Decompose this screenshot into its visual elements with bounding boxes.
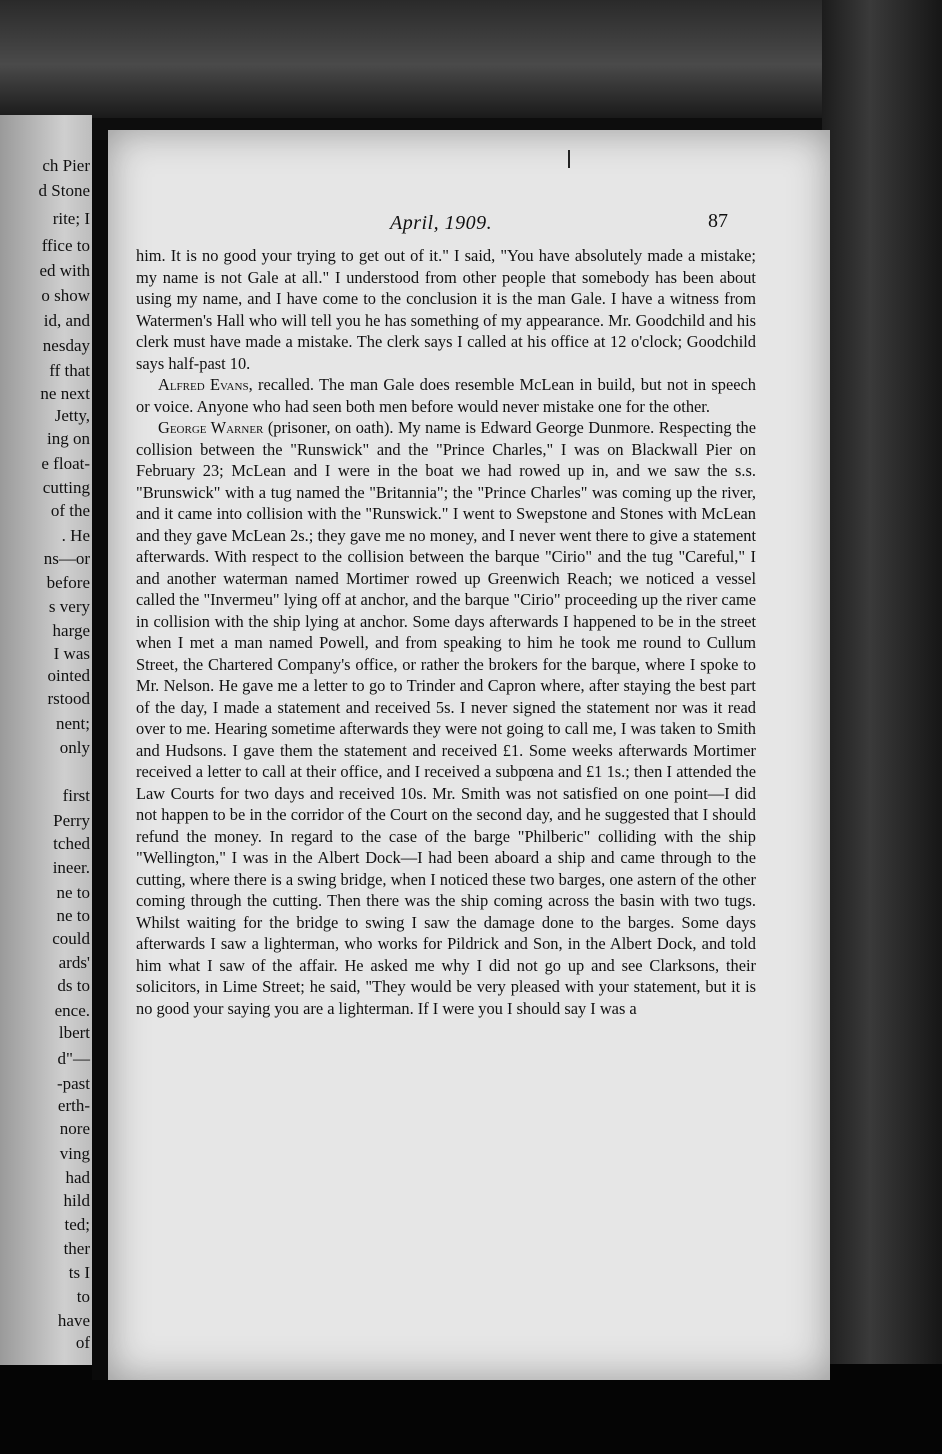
- facing-page-text: nore: [59, 1119, 90, 1138]
- facing-page-text: ving: [59, 1144, 90, 1163]
- paragraph-text: (prisoner, on oath). My name is Edward George Dunmore. Respecting the collision between the "Runswick" and the "Prince Charles," I was on Blackwall Pier on February 23; McLean and I were in the boat we had rowed up in, and we saw the s.s. "Brunswick" with a tug named the "Britannia"; the "Prince Charles" was coming up the river, and it came into collision with the "Runswick." I went to Swepstone and Stones with McLean and they gave McLean 2s.; they gave me no money, and I never went there to give a statement afterwards. With respect to the collision between the barque "Cirio" and the tug "Careful," I and another waterman named Mortimer rowed up Greenwich Reach; we noticed a vessel called the "Invermeu" lying off at anchor, and the barque "Cirio" proceeding up the river came in collision with the ship lying at anchor. Some days afterwards I happened to be in the street when I met a man named Powell, and from speaking to him he took me round to Cullum Street, the Chartered Company's office, or rather the brokers for the barque, where I spoke to Mr. Nelson. He gave me a letter to go to Trinder and Capron where, after staying the best part of the day, I made a statement and received 5s. I never signed the statement nor was it read over to me. Hearing sometime afterwards they were not going to call me, I was taken to Smith and Hudsons. I gave them the statement and received £1. Some weeks afterwards Mortimer received a letter to call at their office, and I received a subpœna and £1 1s.; then I attended the Law Courts for two days and received 10s. Mr. Smith was not satisfied on one point—I did not happen to be in the corridor of the Court on the second day, and he suggested that I should refund the money. In regard to the case of the barge "Philberic" colliding with the ship "Wellington," I was in the Albert Dock—I had been aboard a ship and came through to the cutting, where there is a swing bridge, when I noticed these two barges, one astern of the other coming through the cutting. Then there was the ship coming across the basin with two tugs. Whilst waiting for the bridge to swing I saw the damage done to the barges. Some days afterwards I saw a lighterman, who works for Pildrick and Son, in the Albert Dock, and told him what I saw of the affair. He asked me why I did not go up and see Clarksons, their solicitors, in Lime Street; he said, "They would be very pleased with your statement, but it is no good your saying you are a lighterman. If I were you I should say I was a: [136, 418, 756, 1018]
- running-header: [108, 212, 830, 242]
- facing-page-text: Jetty,: [54, 406, 90, 425]
- facing-page-text: ted;: [64, 1215, 90, 1234]
- speaker-name: George Warner: [158, 418, 264, 437]
- facing-page-text: -past: [56, 1074, 90, 1093]
- facing-page-text: id, and: [43, 311, 90, 330]
- facing-page-text: . He: [61, 526, 90, 545]
- facing-page-text: could: [52, 929, 90, 948]
- paragraph: [136, 245, 756, 374]
- facing-page-text: rstood: [47, 689, 90, 708]
- facing-page-text: ther: [63, 1239, 90, 1258]
- facing-page-text: ne to: [56, 883, 90, 902]
- paragraph-text: , recalled. The man Gale does resemble McLean in build, but not in speech or voice. Anyone who had seen both men before would never mistake one for the other.: [136, 375, 756, 416]
- facing-page-text: ointed: [47, 666, 90, 685]
- facing-page-text: I was: [53, 644, 90, 663]
- facing-page-text: ing on: [47, 429, 90, 448]
- facing-page-text: have: [57, 1311, 90, 1330]
- facing-page-text: d Stone: [38, 181, 90, 200]
- facing-page-text: ts I: [68, 1263, 90, 1282]
- facing-page-text: nesday: [42, 336, 90, 355]
- page-body: [136, 245, 756, 1019]
- facing-page-text: ffice to: [41, 236, 90, 255]
- facing-page-text: ards': [58, 953, 90, 972]
- speaker-name: Alfred Evans: [158, 375, 249, 394]
- facing-page-text: d"—: [57, 1049, 90, 1068]
- facing-page-text: first: [62, 786, 90, 805]
- header-title: April, 1909.: [390, 212, 493, 234]
- facing-page-text: before: [46, 573, 90, 592]
- photo-frame-top: [0, 0, 942, 118]
- paragraph: [136, 374, 756, 417]
- facing-page-text: lbert: [58, 1023, 90, 1042]
- facing-page-text: ence.: [54, 1001, 90, 1020]
- facing-page-text: ne to: [56, 906, 90, 925]
- facing-page-text: only: [59, 738, 90, 757]
- facing-page-fragment: [0, 115, 92, 1365]
- facing-page-text: ds to: [57, 976, 90, 995]
- paragraph-text: him. It is no good your trying to get out of it." I said, "You have absolutely made a mistake; my name is not Gale at all." I understood from other people that somebody has been about using my name, and I have come to the conclusion it is the man Gale. I have a witness from Watermen's Hall who will tell you he has something of my appearance. Mr. Goodchild and his clerk must have made a mistake. The clerk says I called at his office at 12 o'clock; Goodchild says half-past 10.: [136, 246, 756, 373]
- facing-page-text: tched: [53, 834, 90, 853]
- paragraph: [136, 417, 756, 1019]
- facing-page-text: erth-: [57, 1096, 90, 1115]
- page-number: 87: [708, 210, 728, 232]
- facing-page-text: nent;: [56, 714, 90, 733]
- facing-page-text: had: [65, 1168, 90, 1187]
- facing-page-text: ineer.: [52, 858, 90, 877]
- facing-page-text: to: [76, 1287, 90, 1306]
- page-mark: [568, 150, 570, 168]
- facing-page-text: of: [75, 1333, 90, 1352]
- facing-page-text: s very: [48, 597, 90, 616]
- facing-page-text: hild: [63, 1191, 90, 1210]
- facing-page-text: ff that: [49, 361, 90, 380]
- book-page: [108, 130, 830, 1380]
- facing-page-text: ns—or: [43, 549, 90, 568]
- facing-page-text: ne next: [40, 384, 90, 403]
- facing-page-text: cutting: [42, 478, 90, 497]
- facing-page-text: of the: [50, 501, 90, 520]
- photo-frame-right: [822, 0, 942, 1454]
- facing-page-text: e float-: [41, 454, 90, 473]
- facing-page-text: rite; I: [52, 209, 90, 228]
- facing-page-text: Perry: [53, 811, 90, 830]
- facing-page-text: harge: [52, 621, 90, 640]
- facing-page-text: ch Pier: [42, 156, 90, 175]
- facing-page-text: ed with: [39, 261, 90, 280]
- facing-page-text: o show: [41, 286, 90, 305]
